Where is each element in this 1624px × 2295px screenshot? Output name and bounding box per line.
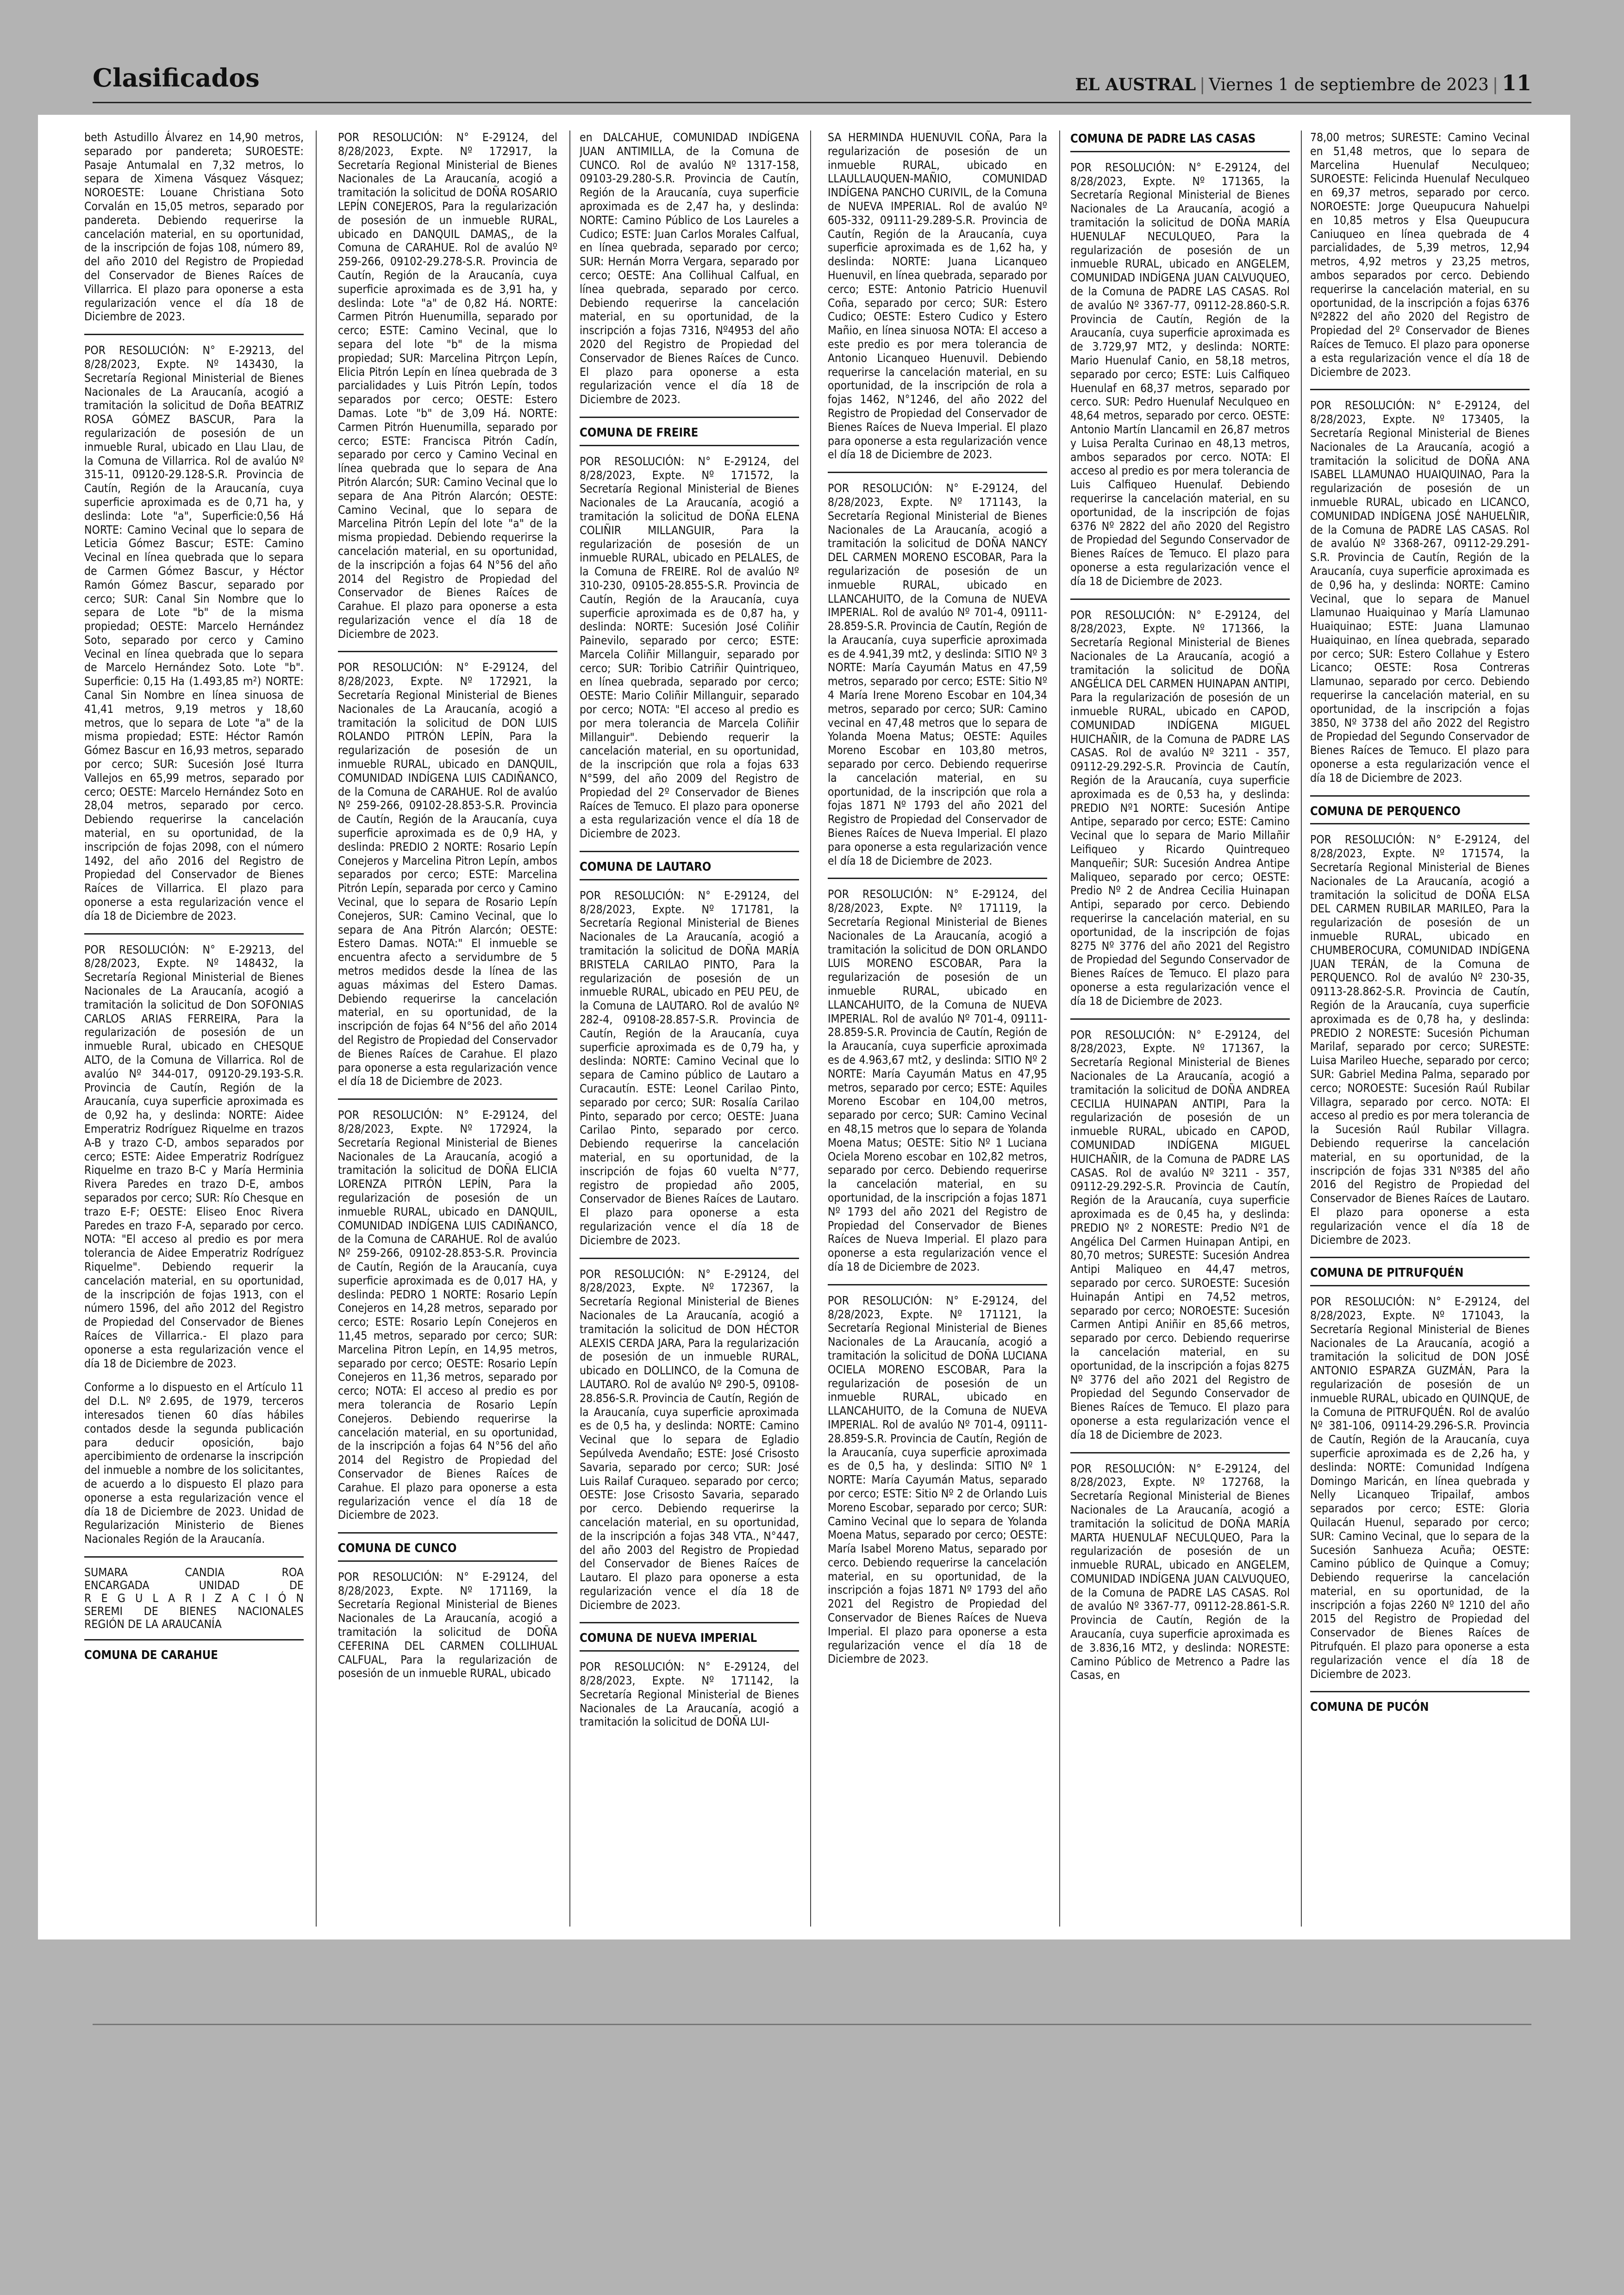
signature-line: SEREMI DE BIENES NACIONALES [84,1604,304,1618]
signature-block [84,1566,304,1631]
notice-divider [1070,151,1290,152]
commune-heading: COMUNA DE PUCÓN [1310,1700,1429,1715]
page-header [93,60,1531,103]
notice-divider [1310,389,1530,390]
signature-region: REGIÓN DE LA ARAUCANÍA [84,1617,222,1631]
notice-divider [580,1650,799,1652]
notice-divider [1070,1018,1290,1020]
column-5 [1070,131,1290,1931]
legal-notice: POR RESOLUCIÓN: N° E-29213, del 8/28/2023, Expte. Nº 148432, la Secretaría Regional Ministerial de Bienes Nacionales de La Araucanía, acogió a tramitación la solicitud de Don SOFONIAS CARLOS ARIAS FERREIRA, Para la regularización de posesión de un inmueble Rural, ubicado en CHESQUE ALTO, de la Comuna de Villarrica. Rol de avalúo Nº 344-017, 09120-29.193-S.R. Provincia de Cautín, Región de la Araucanía, cuya superficie aproximada es de 0,92 ha, y deslinda: NORTE: Aidee Emperatriz Rodríguez Riquelme en trazos A-B y trazo C-D, ambos separados por cerco; ESTE: Aidee Emperatriz Rodríguez Riquelme en trazo B-C y María Herminia Rivera Paredes en trazo D-E, ambos separados por cerco; SUR: Río Chesque en trazo E-F; OESTE: Eliseo Enoc Rivera Paredes en trazo F-A, separado por cerco. NOTA: "El acceso al predio es por mera tolerancia de Aidee Emperatriz Rodríguez Riquelme". Debiendo requerir la cancelación material, en su oportunidad, de la inscripción de fojas 1913, con el número 1596, del año 2012 del Registro de Propiedad del Conservador de Bienes Raíces de Villarrica.- El plazo para oponerse a esta regularización vence el día 18 de Diciembre de 2023. [84,942,304,1370]
notice-divider [1310,1691,1530,1692]
legal-notice: POR RESOLUCIÓN: N° E-29124, del 8/28/2023, Expte. Nº 171169, la Secretaría Regional Ministerial de Bienes Nacionales de La Araucanía, acogió a tramitación la solicitud de DOÑA CEFERINA DEL CARMEN COLLIHUAL CALFUAL, Para la regularización de posesión de un inmueble RURAL, ubicado [338,1570,557,1680]
column-divider [1301,131,1302,1927]
legal-notice: POR RESOLUCIÓN: N° E-29124, del 8/28/2023, Expte. Nº 172921, la Secretaría Regional Ministerial de Bienes Nacionales de La Araucanía, acogió a tramitación la solicitud de DON LUIS ROLANDO PITRÓN LEPÍN, Para la regularización de posesión de un inmueble RURAL, ubicado en DANQUIL, COMUNIDAD INDÍGENA LUIS CADIÑANCO, de la Comuna de CARAHUE. Rol de avalúo Nº 259-266, 09102-28.853-S.R. Provincia de Cautín, Región de la Araucanía, cuya superficie aproximada es de 0,9 HA, y deslinda: PREDIO 2 NORTE: Rosario Lepín Conejeros y Marcelina Pitron Lepín, ambos separados por cerco; ESTE: Marcelina Pitrón Lepín, separada por cerco y Camino Vecinal, que lo separa de Rosario Lepín Conejeros, SUR: Camino Vecinal, que lo separa de Ana Pitrón Alarcón; OESTE: Estero Damas. NOTA:" El inmueble se encuentra afecto a servidumbre de 5 metros medidos desde la línea de las aguas máximas del Estero Damas. Debiendo requerirse la cancelación material, en su oportunidad, de la inscripción de fojas 64 N°56 del año 2014 del Registro de Propiedad del Conservador de Bienes Raíces de Carahue. El plazo para oponerse a esta regularización vence el día 18 de Diciembre de 2023. [338,661,557,1088]
notice-divider [84,334,304,335]
notice-divider [828,1284,1047,1285]
legal-notice: POR RESOLUCIÓN: N° E-29124, del 8/28/2023, Expte. Nº 173405, la Secretaría Regional Ministerial de Bienes Nacionales de La Araucanía, acogió a tramitación la solicitud de DOÑA ANA ISABEL LLAMUNAO HUAIQUINAO, Para la regularización de posesión de un inmueble RURAL, ubicado en LICANCO, COMUNIDAD INDÍGENA JOSÉ NAHUELÑIR, de la Comuna de PADRE LAS CASAS. Rol de avalúo Nº 3368-267, 09112-29.291-S.R. Provincia de Cautín, Región de la Araucanía, cuya superficie aproximada es de 0,96 ha, y deslinda: NORTE: Camino Vecinal, que lo separa de Manuel Llamunao Huaiquinao y María Llamunao Huaiquinao; ESTE: Juana Llamunao Huaiquinao, en línea quebrada, separado por cerco; SUR: Estero Collahue y Estero Licanco; OESTE: Rosa Contreras Llamunao, separado por cerco. Debiendo requerirse la cancelación material, en su oportunidad, de la inscripción a fojas 3850, Nº 3738 del año 2022 del Registro de Propiedad del Segundo Conservador de Bienes Raíces de Temuco. El plazo para oponerse a esta regularización vence el día 18 de Diciembre de 2023. [1310,399,1530,785]
legal-notice: POR RESOLUCIÓN: N° E-29124, del 8/28/2023, Expte. Nº 171365, la Secretaría Regional Ministerial de Bienes Nacionales de La Araucanía, acogió a tramitación la solicitud de DOÑA MARÍA HUENULAF NECULQUEO, Para la regularización de posesión de un inmueble RURAL, ubicado en ANGELEM, COMUNIDAD INDÍGENA JUAN CALVUQUEO, de la Comuna de PADRE LAS CASAS. Rol de avalúo Nº 3367-77, 09112-28.860-S.R. Provincia de Cautín, Región de la Araucanía, cuya superficie aproximada es de 3.729,97 MT2, y deslinda: NORTE: Mario Huenulaf Canio, en 58,18 metros, separado por cerco; ESTE: Luis Calfiqueo Huenulaf en 68,37 metros, separado por cerco. SUR: Pedro Huenulaf Neculqueo en 48,64 metros, separado por cerco. OESTE: Antonio Martín Llancamil en 26,87 metros y Luisa Peralta Curinao en 48,13 metros, ambos separados por cerco. NOTA: El acceso al predio es por mera tolerancia de Luis Calfiqueo Huenulaf. Debiendo requerirse la cancelación material, en su oportunidad, de la inscripción de fojas 6376 Nº 2822 del año 2020 del Registro de Propiedad del Segundo Conservador de Bienes Raíces de Temuco. El plazo para oponerse a esta regularización vence el día 18 de Diciembre de 2023. [1070,160,1290,588]
notice-divider [580,1622,799,1623]
notice-divider [84,933,304,935]
section-title: Clasificados [93,63,260,93]
legal-notice: POR RESOLUCIÓN: N° E-29124, del 8/28/2023, Expte. Nº 172917, la Secretaría Regional Ministerial de Bienes Nacionales de La Araucanía, acogió a tramitación la solicitud de DOÑA ROSARIO LEPÍN CONEJEROS, Para la regularización de posesión de un inmueble RURAL, ubicado en DANQUIL DAMAS,, de la Comuna de CARAHUE. Rol de avalúo Nº 259-266, 09102-29.278-S.R. Provincia de Cautín, Región de la Araucanía, cuya superficie aproximada es de 3,91 ha, y deslinda: Lote "a" de 0,82 Há. NORTE: Carmen Pitrón Huenumilla, separado por cerco; ESTE: Camino Vecinal, que lo separa del lote "b" de la misma propiedad; SUR: Marcelina Pitrçon Lepín, Elicia Pitrón Lepín en línea quebrada de 3 parcialidades y Luis Pitrón Lepín, todos separados por cerco; OESTE: Estero Damas. Lote "b" de 3,09 Há. NORTE: Carmen Pitrón Huenumilla, separado por cerco; ESTE: Francisca Pitrón Cadín, separado por cerco y Camino Vecinal en línea quebrada que lo separa de Ana Pitrón Alarcón; SUR: Camino Vecinal que lo separa de Ana Pitrón Alarcón; OESTE: Camino Vecinal, que lo separa de Marcelina Pitrón Lepín del lote "a" de la misma propiedad. Debiendo requerirse la cancelación material, en su oportunidad, de la inscripción a fojas 64 N°56 del año 2014 del Registro de Propiedad del Conservador de Bienes Raíces de Carahue. El plazo para oponerse a esta regularización vence el día 18 de Diciembre de 2023. [338,131,557,641]
legal-notice: POR RESOLUCIÓN: N° E-29124, del 8/28/2023, Expte. Nº 171574, la Secretaría Regional Ministerial de Bienes Nacionales de La Araucanía, acogió a tramitación la solicitud de DOÑA ELSA DEL CARMEN RUBILAR MARILEO, Para la regularización de posesión de un inmueble RURAL, ubicado en CHUMBEROCURA, COMUNIDAD INDÍGENA JUAN TERÁN, de la Comuna de PERQUENCO. Rol de avalúo Nº 230-35, 09113-28.862-S.R. Provincia de Cautín, Región de la Araucanía, cuya superficie aproximada es de 0,78 ha, y deslinda: PREDIO 2 NORESTE: Sucesión Pichuman Marilaf, separado por cerco; SURESTE: Luisa Marileo Hueche, separado por cerco; SUR: Gabriel Medina Palma, separado por cerco; NOROESTE: Sucesión Raúl Rubilar Villagra, separado por cerco. NOTA: El acceso al predio es por mera tolerancia de la Sucesión Raúl Rubilar Villagra. Debiendo requerirse la cancelación material, en su oportunidad, de la inscripción de fojas 331 Nº385 del año 2016 del Registro de Propiedad del Conservador de Bienes Raíces de Lautaro. El plazo para oponerse a esta regularización vence el día 18 de Diciembre de 2023. [1310,833,1530,1247]
legal-notice: POR RESOLUCIÓN: N° E-29124, del 8/28/2023, Expte. Nº 171119, la Secretaría Regional Ministerial de Bienes Nacionales de La Araucanía, acogió a tramitación la solicitud de DON ORLANDO LUIS MORENO ESCOBAR, Para la regularización de posesión de un inmueble RURAL, ubicado en LLANCAHUITO, de la Comuna de NUEVA IMPERIAL. Rol de avalúo Nº 701-4, 09111-28.859-S.R. Provincia de Cautín, Región de la Araucanía, cuya superficie aproximada es de 4.963,67 mt2, y deslinda: SITIO Nº 2 NORTE: María Cayumán Matus en 47,95 metros, separado por cerco; ESTE: Aquiles Moreno Escobar en 104,00 metros, separado por cerco; SUR: Camino Vecinal en 48,15 metros que lo separa de Yolanda Moena Matus; OESTE: Sitio Nº 1 Luciana Ociela Moreno escobar en 102,82 metros, separado por cerco. Debiendo requerirse la cancelación material, en su oportunidad, de la inscripción a fojas 1871 Nº 1793 del año 2021 del Registro de Propiedad del Conservador de Bienes Raíces de Nueva Imperial. El plazo para oponerse a esta regularización vence el día 18 de Diciembre de 2023. [828,887,1047,1273]
legal-notice: POR RESOLUCIÓN: N° E-29124, del 8/28/2023, Expte. Nº 171142, la Secretaría Regional Ministerial de Bienes Nacionales de La Araucanía, acogió a tramitación la solicitud de DOÑA LUI- [580,1660,799,1729]
legal-notice: POR RESOLUCIÓN: N° E-29124, del 8/28/2023, Expte. Nº 171143, la Secretaría Regional Ministerial de Bienes Nacionales de La Araucanía, acogió a tramitación la solicitud de DOÑA NANCY DEL CARMEN MORENO ESCOBAR, Para la regularización de posesión de un inmueble RURAL, ubicado en LLANCAHUITO, de la Comuna de NUEVA IMPERIAL. Rol de avalúo Nº 701-4, 09111-28.859-S.R. Provincia de Cautín, Región de la Araucanía, cuya superficie aproximada es de 4.941,39 mt2, y deslinda: SITIO Nº 3 NORTE: María Cayumán Matus en 47,59 metros, separado por cerco; ESTE: Sitio Nº 4 María Irene Moreno Escobar en 104,34 metros, separado por cerco; SUR: Camino vecinal en 47,48 metros que lo separa de Yolanda Moena Matus; OESTE: Aquiles Moreno Escobar en 103,80 metros, separado por cerco. Debiendo requerirse la cancelación material, en su oportunidad, de la inscripción que rola a fojas 1871 Nº 1793 del año 2021 del Registro de Propiedad del Conservador de Bienes Raíces de Nueva Imperial. El plazo para oponerse a esta regularización vence el día 18 de Diciembre de 2023. [828,481,1047,867]
commune-heading: COMUNA DE FREIRE [580,425,699,440]
notice-divider [338,1098,557,1100]
signature-line: R E G U L A R I Z A C I Ó N [84,1591,304,1605]
legal-notice: beth Astudillo Álvarez en 14,90 metros, separado por pandereta; SUROESTE: Pasaje Antumalal en 7,32 metros, lo separa de Ximena Vásquez Vásquez; NOROESTE: Louane Christiana Soto Corvalán en 15,05 metros, separado por pandereta. Debiendo requerirse la cancelación material, en su oportunidad, de la inscripción de fojas 108, número 89, del año 2010 del Registro de Propiedad del Conservador de Bienes Raíces de Villarrica. El plazo para oponerse a esta regularización vence el día 18 de Diciembre de 2023. [84,131,304,324]
legal-notice: POR RESOLUCIÓN: N° E-29124, del 8/28/2023, Expte. Nº 172768, la Secretaría Regional Ministerial de Bienes Nacionales de La Araucanía, acogió a tramitación la solicitud de DOÑA MARÍA MARTA HUENULAF NECULQUEO, Para la regularización de posesión de un inmueble RURAL, ubicado en ANGELEM, COMUNIDAD INDÍGENA JUAN CALVUQUEO, de la Comuna de PADRE LAS CASAS. Rol de avalúo Nº 3367-77, 09112-28.861-S.R. Provincia de Cautín, Región de la Araucanía, cuya superficie aproximada es de 3.836,16 MT2, y deslinda: NORESTE: Camino Público de Metrenco a Padre las Casas, en [1070,1461,1290,1682]
column-divider [810,131,811,1927]
column-divider [1059,131,1060,1927]
classifieds-sheet [38,115,1570,1940]
notice-divider [580,445,799,446]
commune-heading: COMUNA DE PERQUENCO [1310,804,1461,818]
commune-heading: COMUNA DE PADRE LAS CASAS [1070,132,1256,146]
notice-divider [1070,599,1290,600]
commune-heading: COMUNA DE CUNCO [338,1541,457,1556]
newspaper-name: EL AUSTRAL [1075,75,1196,94]
notice-divider [1310,795,1530,797]
column-3 [580,131,799,1931]
notice-divider [828,472,1047,473]
commune-heading: COMUNA DE LAUTARO [580,860,712,874]
masthead [1075,70,1531,95]
column-divider [569,131,570,1927]
notice-divider [338,1532,557,1534]
notice-divider [84,1556,304,1558]
column-2 [338,131,557,1931]
notice-divider [828,878,1047,879]
notice-divider [580,417,799,418]
page-number: 11 [1501,70,1531,95]
legal-notice: POR RESOLUCIÓN: N° E-29124, del 8/28/2023, Expte. Nº 171572, la Secretaría Regional Ministerial de Bienes Nacionales de La Araucanía, acogió a tramitación la solicitud de DOÑA ELENA COLIÑIR MILLANGUIR, Para la regularización de posesión de un inmueble RURAL, ubicado en PELALES, de la Comuna de FREIRE. Rol de avalúo Nº 310-230, 09105-28.855-S.R. Provincia de Cautín, Región de la Araucanía, cuya superficie aproximada es de 0,87 ha, y deslinda: NORTE: Sucesión José Coliñir Painevilo, separado por cerco; ESTE: Marcela Coliñir Millanguir, separado por cerco; SUR: Toribio Catriñir Quintriqueo, en línea quebrada, separado por cerco; OESTE: Mario Coliñir Millanguir, separado por cerco; NOTA: "El acceso al predio es por mera tolerancia de Marcela Coliñir Millanguir". Debiendo requerir la cancelación material, en su oportunidad, de la inscripción que rola a fojas 633 N°599, del año 2009 del Registro de Propiedad del 2º Conservador de Bienes Raíces de Temuco. El plazo para oponerse a esta regularización vence el día 18 de Diciembre de 2023. [580,454,799,841]
notice-divider [580,1258,799,1259]
header-separator: | [1199,75,1206,94]
notice-divider [1310,1285,1530,1286]
legal-notice: en DALCAHUE, COMUNIDAD INDÍGENA JUAN ANTIMILLA, de la Comuna de CUNCO. Rol de avalúo Nº 1317-158, 09103-29.280-S.R. Provincia de Cautín, Región de la Araucanía, cuya superficie aproximada es de 2,47 ha, y deslinda: NORTE: Camino Público de Los Laureles a Cudico; ESTE: Juan Carlos Morales Calfual, en línea quebrada, separado por cerco; SUR: Hernán Morra Vergara, separado por cerco; OESTE: Ana Collihual Calfual, en línea quebrada, separado por cerco. Debiendo requerirse la cancelación material, en su oportunidad, de la inscripción a fojas 7316, Nº4953 del año 2020 del Registro de Propiedad del Conservador de Bienes Raíces de Cunco. El plazo para oponerse a esta regularización vence el día 18 de Diciembre de 2023. [580,131,799,406]
legal-notice: POR RESOLUCIÓN: N° E-29124, del 8/28/2023, Expte. Nº 171366, la Secretaría Regional Ministerial de Bienes Nacionales de La Araucanía, acogió a tramitación la solicitud de DOÑA ANGÉLICA DEL CARMEN HUINAPAN ANTIPI, Para la regularización de posesión de un inmueble RURAL, ubicado en CAPOD, COMUNIDAD INDÍGENA MIGUEL HUICHAÑIR, de la Comuna de PADRE LAS CASAS. Rol de avalúo Nº 3211 - 357, 09112-29.292-S.R. Provincia de Cautín, Región de la Araucanía, cuya superficie aproximada es de 0,53 ha, y deslinda: PREDIO Nº1 NORTE: Sucesión Antipe Antipe, separado por cerco; ESTE: Camino Vecinal que lo separa de Mario Millañir Leifiqueo y Ricardo Quintrequeo Manqueñir; SUR: Sucesión Andrea Antipe Maliqueo, separado por cerco; OESTE: Predio Nº 2 de Andrea Cecilia Huinapan Antipi, separado por cerco. Debiendo requerirse la cancelación material, en su oportunidad, de la inscripción de fojas 8275 Nº 3776 del año 2021 del Registro de Propiedad del Segundo Conservador de Bienes Raíces de Temuco. El plazo para oponerse a esta regularización vence el día 18 de Diciembre de 2023. [1070,608,1290,1008]
column-4 [828,131,1047,1931]
legal-notice: 78,00 metros; SURESTE: Camino Vecinal en 51,48 metros, que lo separa de Marcelina Huenulaf Neculqueo; SUROESTE: Felicinda Huenulaf Neculqueo en 69,37 metros, separado por cerco. NOROESTE: Jorge Queupucura Nahuelpi en 10,85 metros y Elsa Queupucura Caniuqueo en línea quebrada de 4 parcialidades, de 5,39 metros, 12,94 metros, 4,92 metros y 23,25 metros, ambos separados por cerco. Debiendo requerirse la cancelación material, en su oportunidad, de la inscripción a fojas 6376 Nº2822 del año 2020 del Registro de Propiedad del 2º Conservador de Bienes Raíces de Temuco. El plazo para oponerse a esta regularización vence el día 18 de Diciembre de 2023. [1310,131,1530,379]
notice-divider [84,1639,304,1640]
legal-notice: POR RESOLUCIÓN: N° E-29124, del 8/28/2023, Expte. Nº 171781, la Secretaría Regional Ministerial de Bienes Nacionales de La Araucanía, acogió a tramitación la solicitud de DOÑA MARÍA BRISTELA CARILAO PINTO, Para la regularización de posesión de un inmueble RURAL, ubicado en PEU PEU, de la Comuna de LAUTARO. Rol de avalúo Nº 282-4, 09108-28.857-S.R. Provincia de Cautín, Región de la Araucanía, cuya superficie aproximada es de 0,79 ha, y deslinda: NORTE: Camino Vecinal que lo separa de Camino público de Lautaro a Curacautín. ESTE: Leonel Carilao Pinto, separado por cerco; SUR: Rosalía Carilao Pinto, separado por cerco; OESTE: Juana Carilao Pinto, separado por cerco. Debiendo requerirse la cancelación material, en su oportunidad, de la inscripción de fojas 60 vuelta N°77, registro de propiedad año 2005, Conservador de Bienes Raíces de Lautaro. El plazo para oponerse a esta regularización vence el día 18 de Diciembre de 2023. [580,888,799,1247]
legal-notice: POR RESOLUCIÓN: N° E-29124, del 8/28/2023, Expte. Nº 172924, la Secretaría Regional Ministerial de Bienes Nacionales de La Araucanía, acogió a tramitación la solicitud de DOÑA ELICIA LORENZA PITRÓN LEPÍN, Para la regularización de posesión de un inmueble RURAL, ubicado en DANQUIL, COMUNIDAD INDÍGENA LUIS CADIÑANCO, de la Comuna de CARAHUE. Rol de avalúo Nº 259-266, 09102-28.853-S.R. Provincia de Cautín, Región de la Araucanía, cuya superficie aproximada es de 0,017 HA, y deslinda: PEDRO 1 NORTE: Rosario Lepín Conejeros en 14,28 metros, separado por cerco; ESTE: Rosario Lepín Conejeros en 11,45 metros, separado por cerco; SUR: Marcelina Pitron Lepín, en 14,95 metros, separado por cerco; OESTE: Rosario Lepín Conejeros en 11,36 metros, separado por cerco; NOTA: El acceso al predio es por mera tolerancia de Rosario Lepín Conejeros. Debiendo requerirse la cancelación material, en su oportunidad, de la inscripción a fojas 64 N°56 del año 2014 del Registro de Propiedad del Conservador de Bienes Raíces de Carahue. El plazo para oponerse a esta regularización vence el día 18 de Diciembre de 2023. [338,1108,557,1522]
column-6 [1310,131,1530,1931]
legal-notice: SA HERMINDA HUENUVIL COÑA, Para la regularización de posesión de un inmueble RURAL, ubicado en LLAULLAUQUEN-MAÑIO, COMUNIDAD INDÍGENA PANCHO CURIVIL, de la Comuna de NUEVA IMPERIAL. Rol de avalúo Nº 605-332, 09111-29.289-S.R. Provincia de Cautín, Región de la Araucanía, cuya superficie aproximada es de 1,62 ha, y deslinda: NORTE: Juana Licanqueo Huenuvil, en línea quebrada, separado por cerco; ESTE: Antonio Patricio Huenuvil Coña, separado por cerco; SUR: Estero Cudico; OESTE: Estero Cudico y Estero Mañio, en línea sinuosa NOTA: El acceso a este predio es por mera tolerancia de Antonio Licanqueo Huenuvil. Debiendo requerirse la cancelación material, en su oportunidad, de la inscripción de rola a fojas 1462, N°1246, del año 2022 del Registro de Propiedad del Conservador de Bienes Raíces de Nueva Imperial. El plazo para oponerse a esta regularización vence el día 18 de Diciembre de 2023. [828,131,1047,461]
notice-divider [1070,1452,1290,1453]
footer-rule [93,2024,1531,2025]
notice-divider [580,851,799,852]
legal-notice: Conforme a lo dispuesto en el Artículo 11 del D.L. Nº 2.695, de 1979, terceros interesados tienen 60 días hábiles contados desde la segunda publicación para deducir oposición, bajo apercibimiento de ordenarse la inscripción del inmueble a nombre de los solicitantes, de acuerdo a lo dispuesto El plazo para oponerse a esta regularización vence el día 18 de Diciembre de 2023. Unidad de Regularización Ministerio de Bienes Nacionales Región de la Araucanía. [84,1380,304,1546]
signature-line: SUMARA CANDIA ROA [84,1565,304,1579]
header-separator: | [1492,75,1498,94]
commune-heading: COMUNA DE PITRUFQUÉN [1310,1266,1464,1280]
notice-divider [338,651,557,652]
commune-heading: COMUNA DE CARAHUE [84,1648,218,1662]
commune-heading: COMUNA DE NUEVA IMPERIAL [580,1631,757,1646]
column-divider [316,131,317,1927]
signature-line: ENCARGADA UNIDAD DE [84,1578,304,1592]
legal-notice: POR RESOLUCIÓN: N° E-29124, del 8/28/2023, Expte. Nº 171043, la Secretaría Regional Ministerial de Bienes Nacionales de La Araucanía, acogió a tramitación la solicitud de DON JOSÉ ANTONIO ESPARZA GUZMÁN, Para la regularización de posesión de un inmueble RURAL, ubicado en QUINQUE, de la Comuna de PITRUFQUÉN. Rol de avalúo Nº 381-106, 09114-29.296-S.R. Provincia de Cautín, Región de la Araucanía, cuya superficie aproximada es de 2,26 ha, y deslinda: NORTE: Comunidad Indígena Domingo Maricán, en línea quebrada y Nelly Licanqueo Tripailaf, ambos separados por cerco; ESTE: Gloria Quilacán Huenul, separado por cerco; SUR: Camino Vecinal, que lo separa de la Sucesión Sanhueza Acuña; OESTE: Camino público de Quinque a Comuy; Debiendo requerirse la cancelación material, en su oportunidad, de la inscripción a fojas 2260 Nº 1210 del año 2015 del Registro de Propiedad del Conservador de Bienes Raíces de Pitrufquén. El plazo para oponerse a esta regularización vence el día 18 de Diciembre de 2023. [1310,1295,1530,1681]
column-1 [84,131,304,1931]
legal-notice: POR RESOLUCIÓN: N° E-29124, del 8/28/2023, Expte. Nº 171367, la Secretaría Regional Ministerial de Bienes Nacionales de La Araucanía, acogió a tramitación la solicitud de DOÑA ANDREA CECILIA HUINAPAN ANTIPI, Para la regularización de posesión de un inmueble RURAL, ubicado en CAPOD, COMUNIDAD INDÍGENA MIGUEL HUICHAÑIR, de la Comuna de PADRE LAS CASAS. Rol de avalúo Nº 3211 - 357, 09112-29.292-S.R. Provincia de Cautín, Región de la Araucanía, cuya superficie aproximada es de 0,45 ha, y deslinda: PREDIO Nº 2 NORESTE: Predio Nº1 de Angélica Del Carmen Huinapan Antipi, en 80,70 metros; SURESTE: Sucesión Andrea Antipi Maliqueo en 44,47 metros, separado por cerco. SUROESTE: Sucesión Huinapán Antipi en 74,52 metros, separado por cerco; NOROESTE: Sucesión Carmen Antipi Aniñir en 85,66 metros, separado por cerco. Debiendo requerirse la cancelación material, en su oportunidad, de la inscripción a fojas 8275 Nº 3776 del año 2021 del Registro de Propiedad del Segundo Conservador de Bienes Raíces de Temuco. El plazo para oponerse a esta regularización vence el día 18 de Diciembre de 2023. [1070,1028,1290,1441]
notice-divider [1310,823,1530,824]
notice-divider [580,879,799,880]
notice-divider [1310,1257,1530,1258]
legal-notice: POR RESOLUCIÓN: N° E-29213, del 8/28/2023, Expte. Nº 143430, la Secretaría Regional Ministerial de Bienes Nacionales de La Araucanía, acogió a tramitación la solicitud de Doña BEATRIZ ROSA GÓMEZ BASCUR, Para la regularización de posesión de un inmueble Rural, ubicado en Llau Llau, de la Comuna de Villarrica. Rol de avalúo Nº 315-11, 09120-29.128-S.R. Provincia de Cautín, Región de la Araucanía, cuya superficie aproximada es de 0,71 ha, y deslinda: Lote "a", Superficie:0,56 Há NORTE: Camino Vecinal que lo separa de Leticia Gómez Bascur; ESTE: Camino Vecinal en línea quebrada que lo separa de Carmen Gómez Bascur, y Héctor Ramón Gómez Bascur, separado por cerco; SUR: Canal Sin Nombre que lo separa de Lote "b" de la misma propiedad; OESTE: Marcelo Hernández Soto, separado por cerco y Camino Vecinal en línea quebrada que lo separa de Marcelo Hernández Soto. Lote "b". Superficie: 0,15 Ha (1.493,85 m²) NORTE: Canal Sin Nombre en línea sinuosa de 41,41 metros, 9,19 metros y 18,60 metros, que lo separa de Lote "a" de la misma propiedad; ESTE: Héctor Ramón Gómez Bascur en 16,93 metros, separado por cerco; SUR: Sucesión José Iturra Vallejos en 65,99 metros, separado por cerco; OESTE: Marcelo Hernández Soto en 28,04 metros, separado por cerco. Debiendo requerirse la cancelación material, en su oportunidad, de la inscripción de fojas 2098, con el número 1492, del año 2016 del Registro de Propiedad del Conservador de Bienes Raíces de Villarrica. El plazo para oponerse a esta regularización vence el día 18 de Diciembre de 2023. [84,343,304,923]
legal-notice: POR RESOLUCIÓN: N° E-29124, del 8/28/2023, Expte. Nº 171121, la Secretaría Regional Ministerial de Bienes Nacionales de La Araucanía, acogió a tramitación la solicitud de DOÑA LUCIANA OCIELA MORENO ESCOBAR, Para la regularización de posesión de un inmueble RURAL, ubicado en LLANCAHUITO, de la Comuna de NUEVA IMPERIAL. Rol de avalúo Nº 701-4, 09111-28.859-S.R. Provincia de Cautín, Región de la Araucanía, cuya superficie aproximada es de 0,5 ha, y deslinda: SITIO Nº 1 NORTE: María Cayumán Matus, separado por cerco; ESTE: Sitio Nº 2 de Orlando Luis Moreno Escobar, separado por cerco; SUR: Camino Vecinal que lo separa de Yolanda Moena Matus, separado por cerco; OESTE: María Isabel Moreno Matus, separado por cerco. Debiendo requerirse la cancelación material, en su oportunidad, de la inscripción a fojas 1871 Nº 1793 del año 2021 del Registro de Propiedad del Conservador de Bienes Raíces de Nueva Imperial. El plazo para oponerse a esta regularización vence el día 18 de Diciembre de 2023. [828,1293,1047,1666]
notice-divider [338,1560,557,1562]
publication-date: Viernes 1 de septiembre de 2023 [1209,75,1489,94]
legal-notice: POR RESOLUCIÓN: N° E-29124, del 8/28/2023, Expte. Nº 172367, la Secretaría Regional Ministerial de Bienes Nacionales de La Araucanía, acogió a tramitación la solicitud de DON HÉCTOR ALEXIS CERDA JARA, Para la regularización de posesión de un inmueble RURAL, ubicado en DOLLINCO, de la Comuna de LAUTARO. Rol de avalúo Nº 290-5, 09108-28.856-S.R. Provincia de Cautín, Región de la Araucanía, cuya superficie aproximada es de 0,5 ha, y deslinda: NORTE: Camino Vecinal que lo separa de Egladio Sepúlveda Avendaño; ESTE: José Crisosto Savaria, separado por cerco; SUR: José Luis Railaf Curaqueo. separado por cerco; OESTE: Jose Crisosto Savaria, separado por cerco. Debiendo requerirse la cancelación material, en su oportunidad, de la inscripción a fojas 348 VTA., N°447, del año 2003 del Registro de Propiedad del Conservador de Bienes Raíces de Lautaro. El plazo para oponerse a esta regularización vence el día 18 de Diciembre de 2023. [580,1267,799,1612]
